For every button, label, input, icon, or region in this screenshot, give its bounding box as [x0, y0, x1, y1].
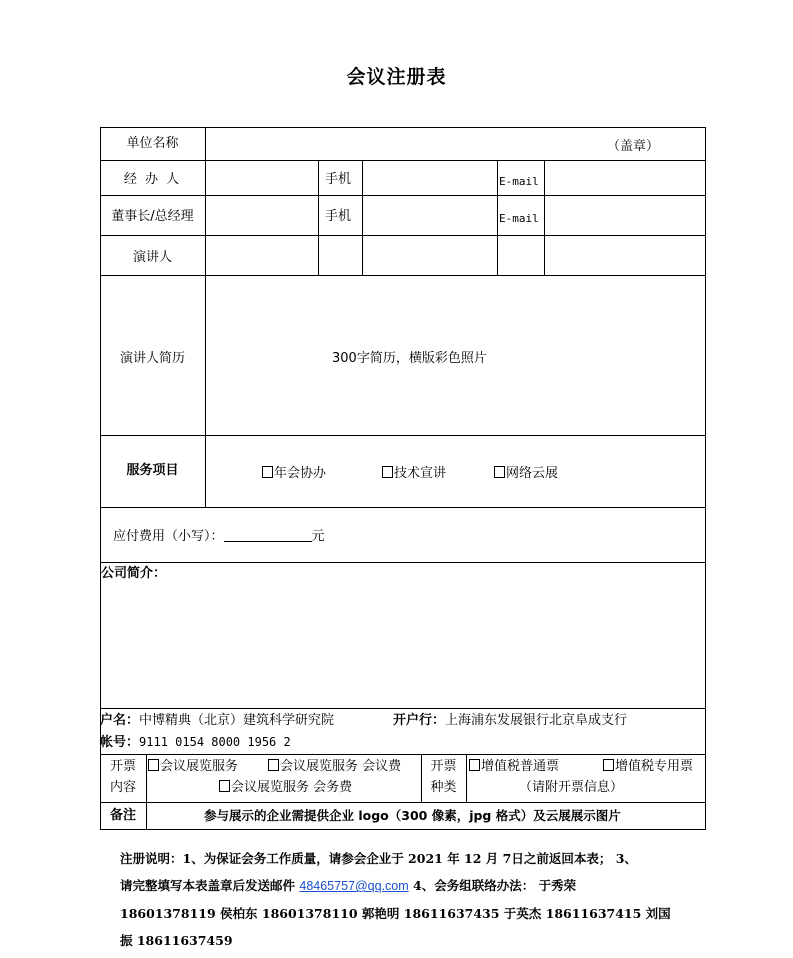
page-title: 会议注册表	[346, 66, 447, 88]
registration-notes	[120, 845, 690, 954]
remark-text: 参与展示的企业需提供企业 logo（300 像素，jpg 格式）及云展展示图片	[204, 808, 621, 823]
notes-line-4: 振 18611637459	[120, 933, 233, 948]
handler-phone-label: 手机	[325, 172, 352, 187]
invoice-type-option-normal[interactable]: 增值税普通票	[469, 759, 559, 775]
notes-line-1: 注册说明：1、为保证会务工作质量，请参会企业于 2021 年 12 月 7日之前返回本表； 3、	[120, 851, 637, 866]
fee-unit: 元	[311, 529, 325, 544]
fee-input[interactable]	[224, 528, 312, 542]
invoice-content-option-2[interactable]: 会议展览服务 会议费	[268, 759, 401, 775]
email-link[interactable]: 48465757@qq.com	[299, 879, 409, 893]
checkbox-icon	[469, 759, 480, 771]
services-label: 服务项目	[126, 463, 179, 478]
handler-label: 经 办 人	[123, 172, 182, 187]
bank-name-value: 上海浦东发展银行北京阜成支行	[445, 713, 628, 728]
checkbox-icon	[382, 466, 393, 478]
speaker-field[interactable]	[207, 238, 703, 273]
invoice-type-label-2: 种类	[430, 780, 457, 795]
handler-email-field[interactable]	[546, 163, 703, 193]
chairman-phone-field[interactable]	[364, 198, 495, 232]
bank-name	[393, 713, 627, 729]
account-name-label: 户名：	[100, 713, 140, 728]
checkbox-icon	[148, 759, 159, 771]
fee-label: 应付费用（小写）：	[113, 529, 224, 544]
handler-phone-field[interactable]	[364, 163, 495, 193]
chairman-email-label: E-mail	[499, 212, 539, 225]
account-number-label: 帐号：	[100, 735, 140, 750]
company-intro-field[interactable]	[102, 585, 702, 705]
notes-line-2	[120, 872, 690, 900]
checkbox-icon	[603, 759, 614, 771]
service-option-cloud[interactable]: 网络云展	[494, 466, 558, 482]
invoice-content-option-1[interactable]: 会议展览服务	[148, 759, 238, 775]
invoice-content-option-3[interactable]: 会议展览服务 会务费	[219, 780, 352, 796]
checkbox-icon	[494, 466, 505, 478]
checkbox-icon	[262, 466, 273, 478]
speaker-bio-hint: 300字简历，横版彩色照片	[332, 351, 487, 366]
service-option-tech[interactable]: 技术宣讲	[382, 466, 446, 482]
chairman-email-field[interactable]	[546, 198, 703, 232]
bank-name-label: 开户行：	[393, 713, 446, 728]
chairman-phone-label: 手机	[325, 209, 352, 224]
checkbox-icon	[219, 780, 230, 792]
seal-note: （盖章）	[607, 139, 660, 154]
invoice-content-label-2: 内容	[109, 780, 136, 795]
unit-name-label: 单位名称	[126, 136, 179, 151]
checkbox-icon	[268, 759, 279, 771]
speaker-bio-label: 演讲人简历	[119, 351, 185, 366]
company-intro-label: 公司简介：	[101, 566, 167, 581]
notes-line-2-post: 4、会务组联络办法： 于秀荣	[413, 878, 577, 893]
chairman-label: 董事长/总经理	[111, 209, 194, 224]
account-number-value: 9111 0154 8000 1956 2	[139, 735, 291, 749]
notes-line-2-pre: 请完整填写本表盖章后发送邮件	[120, 878, 296, 893]
fee-row	[113, 528, 325, 545]
invoice-type-label-1: 开票	[430, 759, 457, 774]
handler-name-field[interactable]	[207, 163, 316, 193]
remark-label: 备注	[109, 808, 136, 823]
account-number	[100, 734, 291, 751]
account-name	[100, 713, 334, 729]
handler-email-label: E-mail	[499, 175, 539, 188]
notes-line-3: 18601378119 侯柏东 18601378110 郭艳明 18611637435 于英杰 18611637415 刘国	[120, 906, 671, 921]
speaker-label: 演讲人	[132, 250, 172, 265]
invoice-type-note: （请附开票信息）	[519, 780, 624, 795]
chairman-name-field[interactable]	[207, 198, 316, 232]
invoice-content-label-1: 开票	[109, 759, 136, 774]
account-name-value: 中博精典（北京）建筑科学研究院	[139, 713, 335, 728]
service-option-annual[interactable]: 年会协办	[262, 466, 326, 482]
invoice-type-option-special[interactable]: 增值税专用票	[603, 759, 693, 775]
